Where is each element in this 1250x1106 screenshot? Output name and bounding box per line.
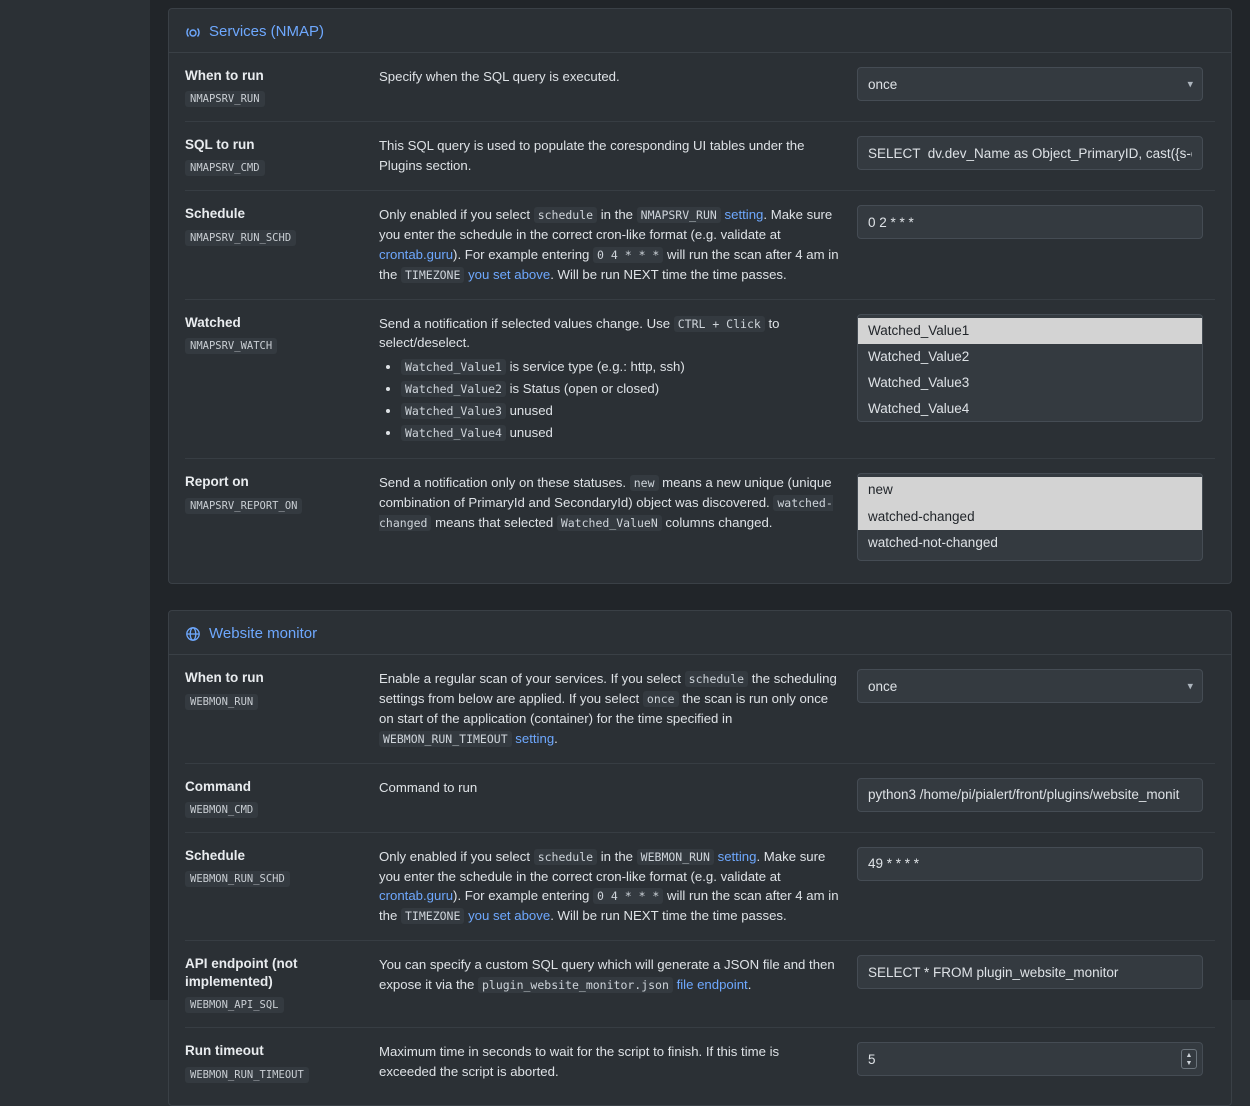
chevron-down-icon: ▾: [1187, 680, 1193, 693]
setting-label-group: [185, 67, 379, 107]
list-option[interactable]: Watched_Value4: [868, 401, 970, 417]
webmon-run-timeout-input[interactable]: [857, 1042, 1203, 1076]
webmon-run-select[interactable]: [857, 669, 1203, 703]
section-spacer: [150, 584, 1250, 602]
setting-description: This SQL query is used to populate the coresponding UI tables under the Plugins section.: [379, 138, 805, 174]
setting-key: WEBMON_RUN: [185, 694, 258, 710]
setting-label-group: [185, 847, 379, 887]
setting-key: WEBMON_RUN_TIMEOUT: [185, 1067, 309, 1083]
setting-title: When to run: [185, 670, 264, 686]
setting-key: WEBMON_API_SQL: [185, 997, 284, 1013]
setting-description: Enable a regular scan of your services. If you select schedule the scheduling settings from below are applied. If you select once the scan is run only once on start of the application (container) for the time specified in WEBMON_RUN_TIMEOUT setting.: [379, 671, 837, 746]
setting-control: [857, 847, 1203, 881]
sidebar-gutter: [0, 0, 150, 1000]
setting-control: [857, 778, 1203, 812]
setting-title: Report on: [185, 474, 249, 490]
setting-control: [857, 136, 1203, 170]
card-body-services-nmap: [169, 53, 1231, 583]
setting-description: You can specify a custom SQL query which will generate a JSON file and then expose it via the plugin_website_monitor.json file endpoint.: [379, 957, 835, 992]
setting-label-group: [185, 1042, 379, 1082]
chevron-down-icon: ▾: [1187, 78, 1193, 91]
setting-description: Send a notification only on these statuses. new means a new unique (unique combination of PrimaryId and SecondaryId) object was discovered. watched-changed means that selected Watched_ValueN columns changed.: [379, 475, 833, 530]
setting-control: [857, 67, 1203, 101]
webmon-cmd-input[interactable]: [857, 778, 1203, 812]
webmon-run-schd-input[interactable]: [857, 847, 1203, 881]
setting-key: NMAPSRV_REPORT_ON: [185, 498, 302, 514]
setting-title: API endpoint (not implemented): [185, 956, 298, 990]
setting-key: WEBMON_CMD: [185, 802, 258, 818]
setting-key: NMAPSRV_RUN_SCHD: [185, 230, 296, 246]
list-option[interactable]: watched-not-changed: [868, 534, 998, 550]
settings-content: [150, 0, 1250, 1081]
nmapsrv-run-schd-input[interactable]: [857, 205, 1203, 239]
card-header-services-nmap: [169, 9, 1231, 53]
setting-label-group: [185, 205, 379, 245]
setting-title: Schedule: [185, 206, 246, 222]
setting-description: Only enabled if you select schedule in the NMAPSRV_RUN setting. Make sure you enter the schedule in the correct cron-like format (e.g. validate at crontab.guru). For example entering 0 4 * * * will run the scan after 4 am in the TIMEZONE you set above. Will be run NEXT time the time passes.: [379, 207, 839, 282]
setting-control: [857, 669, 1203, 703]
setting-control: [857, 314, 1203, 422]
setting-row-nmapsrv-watch: [185, 300, 1215, 460]
setting-title: Watched: [185, 314, 241, 330]
setting-title: SQL to run: [185, 137, 255, 153]
setting-row-nmapsrv-cmd: [185, 122, 1215, 191]
setting-key: NMAPSRV_RUN: [185, 91, 265, 107]
setting-control: [857, 473, 1203, 561]
setting-row-webmon-run-timeout: [185, 1028, 1215, 1096]
setting-key: NMAPSRV_WATCH: [185, 338, 277, 354]
globe-icon: [185, 626, 201, 642]
setting-label-group: [185, 778, 379, 818]
card-title: Services (NMAP): [209, 23, 325, 40]
setting-label-group: [185, 314, 379, 354]
setting-description: Only enabled if you select schedule in the WEBMON_RUN setting. Make sure you enter the schedule in the correct cron-like format (e.g. validate at crontab.guru). For example entering 0 4 * * * will run the scan after 4 am in the TIMEZONE you set above. Will be run NEXT time the time passes.: [379, 848, 839, 924]
setting-description: Maximum time in seconds to wait for the script to finish. If this time is exceeded the script is aborted.: [379, 1044, 780, 1080]
nmapsrv-run-select[interactable]: [857, 67, 1203, 101]
setting-control: [857, 205, 1203, 239]
nmapsrv-report-on-listbox[interactable]: [857, 473, 1203, 561]
setting-row-webmon-api-sql: [185, 941, 1215, 1028]
setting-label-group: [185, 136, 379, 176]
setting-description: Specify when the SQL query is executed.: [379, 69, 620, 84]
list-option[interactable]: Watched_Value2: [868, 348, 970, 364]
list-option[interactable]: new: [858, 477, 1202, 503]
setting-control: [857, 955, 1203, 989]
list-option[interactable]: Watched_Value3: [868, 375, 970, 391]
list-option[interactable]: watched-changed: [858, 504, 1202, 530]
setting-row-webmon-cmd: [185, 764, 1215, 833]
setting-label-group: [185, 473, 379, 513]
setting-description: Send a notification if selected values change. Use CTRL + Click to select/deselect. • Watched_Value1 is service type (e.g.: http, ssh) • Watched_Value2 is Status (open or closed) • Watched_Value3 unused • Watched_Value4 unused: [379, 314, 857, 445]
setting-key: NMAPSRV_CMD: [185, 160, 265, 176]
setting-title: When to run: [185, 68, 264, 83]
setting-key: WEBMON_RUN_SCHD: [185, 871, 290, 887]
nmapsrv-cmd-input[interactable]: [857, 136, 1203, 170]
card-title: Website monitor: [209, 625, 318, 643]
setting-title: Schedule: [185, 847, 246, 863]
setting-title: Command: [185, 778, 252, 794]
setting-description: Command to run: [379, 779, 478, 795]
stepper-up-icon[interactable]: ▲: [1185, 1051, 1193, 1059]
setting-row-webmon-run: [185, 655, 1215, 763]
setting-label-group: [185, 955, 379, 1013]
card-header-website-monitor: [169, 611, 1231, 655]
radar-icon: [185, 24, 201, 40]
list-option[interactable]: Watched_Value1: [858, 318, 1202, 344]
setting-label-group: [185, 669, 379, 709]
stepper-down-icon[interactable]: ▼: [1185, 1059, 1193, 1067]
setting-control: [857, 1042, 1203, 1076]
webmon-api-sql-input[interactable]: [857, 955, 1203, 989]
setting-row-nmapsrv-report-on: [185, 459, 1215, 575]
setting-row-webmon-run-schd: [185, 833, 1215, 941]
setting-row-nmapsrv-run: [185, 53, 1215, 122]
card-services-nmap: [168, 8, 1232, 584]
nmapsrv-watch-listbox[interactable]: [857, 314, 1203, 422]
number-stepper[interactable]: [1181, 1049, 1197, 1069]
setting-title: Run timeout: [185, 1043, 264, 1059]
setting-row-nmapsrv-run-schd: [185, 191, 1215, 299]
card-body-website-monitor: [169, 655, 1231, 1104]
card-website-monitor: [168, 610, 1232, 1105]
